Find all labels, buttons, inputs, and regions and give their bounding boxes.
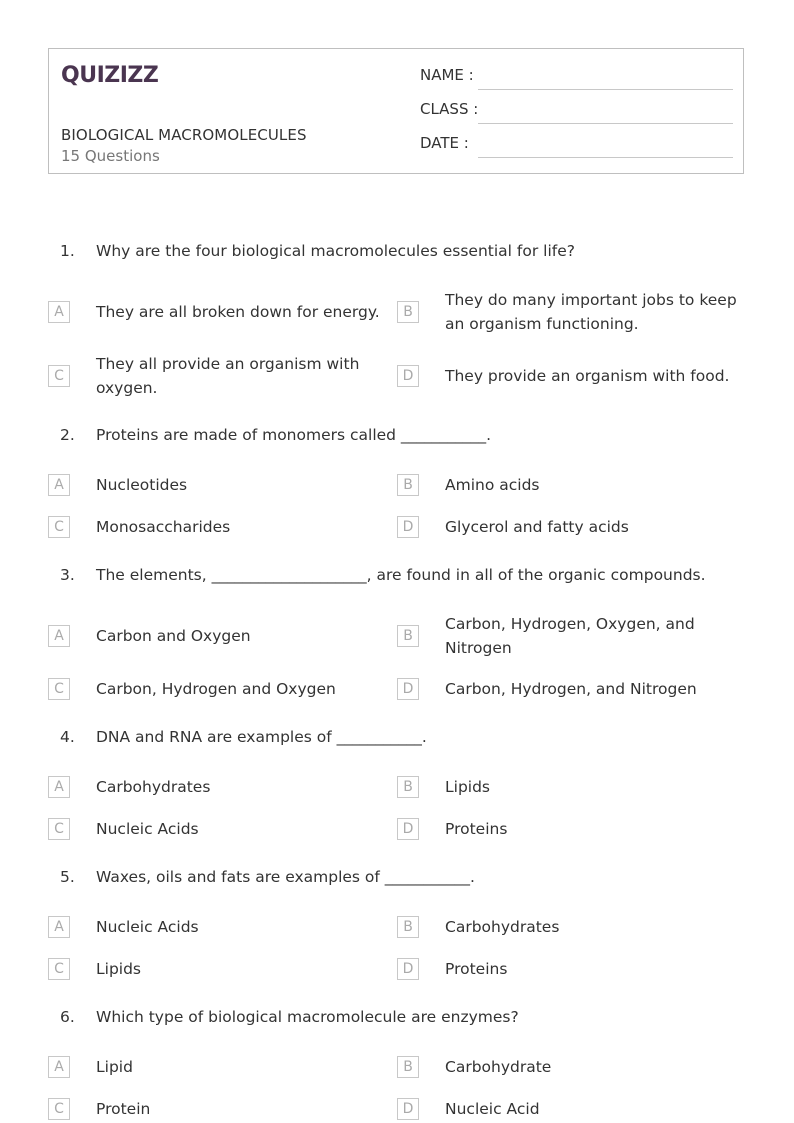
option-letter: B — [397, 916, 419, 938]
option-letter: B — [397, 625, 419, 647]
date-line[interactable] — [478, 157, 733, 158]
option-text: Proteins — [445, 820, 508, 838]
option-letter: B — [397, 776, 419, 798]
option-letter: B — [397, 474, 419, 496]
option-letter: A — [48, 474, 70, 496]
option-letter: C — [48, 678, 70, 700]
question-text: DNA and RNA are examples of ___________. — [96, 728, 427, 746]
question-text: Which type of biological macromolecule are enzymes? — [96, 1008, 519, 1026]
option-text: They provide an organism with food. — [445, 367, 730, 385]
question-number: 6. — [60, 1008, 75, 1026]
option-letter: A — [48, 301, 70, 323]
option-text: Carbon, Hydrogen, Oxygen, and Nitrogen — [445, 615, 695, 657]
option-text: They do many important jobs to keep an organism functioning. — [445, 291, 737, 333]
option-letter: D — [397, 516, 419, 538]
option-letter: D — [397, 1098, 419, 1120]
option-letter: C — [48, 1098, 70, 1120]
option-text: Carbon, Hydrogen and Oxygen — [96, 680, 336, 698]
question-number: 4. — [60, 728, 75, 746]
option-text: Lipid — [96, 1058, 133, 1076]
option-text: Carbohydrates — [445, 918, 560, 936]
option-text: Proteins — [445, 960, 508, 978]
worksheet-title: BIOLOGICAL MACROMOLECULES — [61, 126, 307, 144]
option-letter: C — [48, 958, 70, 980]
option-text: They are all broken down for energy. — [96, 303, 380, 321]
option-text: Nucleic Acids — [96, 918, 199, 936]
svg-text:QUIZIZZ: QUIZIZZ — [61, 63, 159, 88]
option-letter: A — [48, 776, 70, 798]
name-field[interactable] — [420, 66, 733, 90]
name-label: NAME : — [420, 66, 474, 84]
option-letter: A — [48, 625, 70, 647]
option-text: Lipids — [445, 778, 491, 796]
option-letter: B — [397, 301, 419, 323]
option-letter: C — [48, 818, 70, 840]
name-line[interactable] — [478, 89, 733, 90]
class-field[interactable] — [420, 100, 733, 124]
option-text: Carbohydrate — [445, 1058, 552, 1076]
question-text: Waxes, oils and fats are examples of ___________. — [96, 868, 475, 886]
worksheet-header — [48, 48, 744, 174]
option-letter: A — [48, 1056, 70, 1078]
option-letter: A — [48, 916, 70, 938]
date-field[interactable] — [420, 134, 733, 158]
option-text: Carbon and Oxygen — [96, 627, 251, 645]
question-text: Proteins are made of monomers called ___________. — [96, 426, 492, 444]
option-letter: C — [48, 516, 70, 538]
quizizz-logo — [61, 59, 161, 89]
option-text: Carbohydrates — [96, 778, 211, 796]
option-text: Nucleotides — [96, 476, 188, 494]
option-letter: D — [397, 958, 419, 980]
question-number: 2. — [60, 426, 75, 444]
question-number: 1. — [60, 242, 75, 260]
class-label: CLASS : — [420, 100, 479, 118]
question-count: 15 Questions — [61, 147, 160, 165]
option-text: Carbon, Hydrogen, and Nitrogen — [445, 680, 697, 698]
option-text: Amino acids — [445, 476, 540, 494]
option-text: Nucleic Acid — [445, 1100, 540, 1118]
option-letter: D — [397, 678, 419, 700]
option-letter: B — [397, 1056, 419, 1078]
question-number: 5. — [60, 868, 75, 886]
question-number: 3. — [60, 566, 75, 584]
option-text: Nucleic Acids — [96, 820, 199, 838]
option-letter: C — [48, 365, 70, 387]
option-text: They all provide an organism with oxygen. — [96, 355, 360, 397]
option-letter: D — [397, 818, 419, 840]
option-text: Lipids — [96, 960, 142, 978]
question-text: The elements, ____________________, are found in all of the organic compounds. — [96, 566, 706, 584]
option-text: Monosaccharides — [96, 518, 231, 536]
class-line[interactable] — [478, 123, 733, 124]
question-text: Why are the four biological macromolecules essential for life? — [96, 242, 575, 260]
option-text: Glycerol and fatty acids — [445, 518, 629, 536]
date-label: DATE : — [420, 134, 469, 152]
option-letter: D — [397, 365, 419, 387]
option-text: Protein — [96, 1100, 151, 1118]
